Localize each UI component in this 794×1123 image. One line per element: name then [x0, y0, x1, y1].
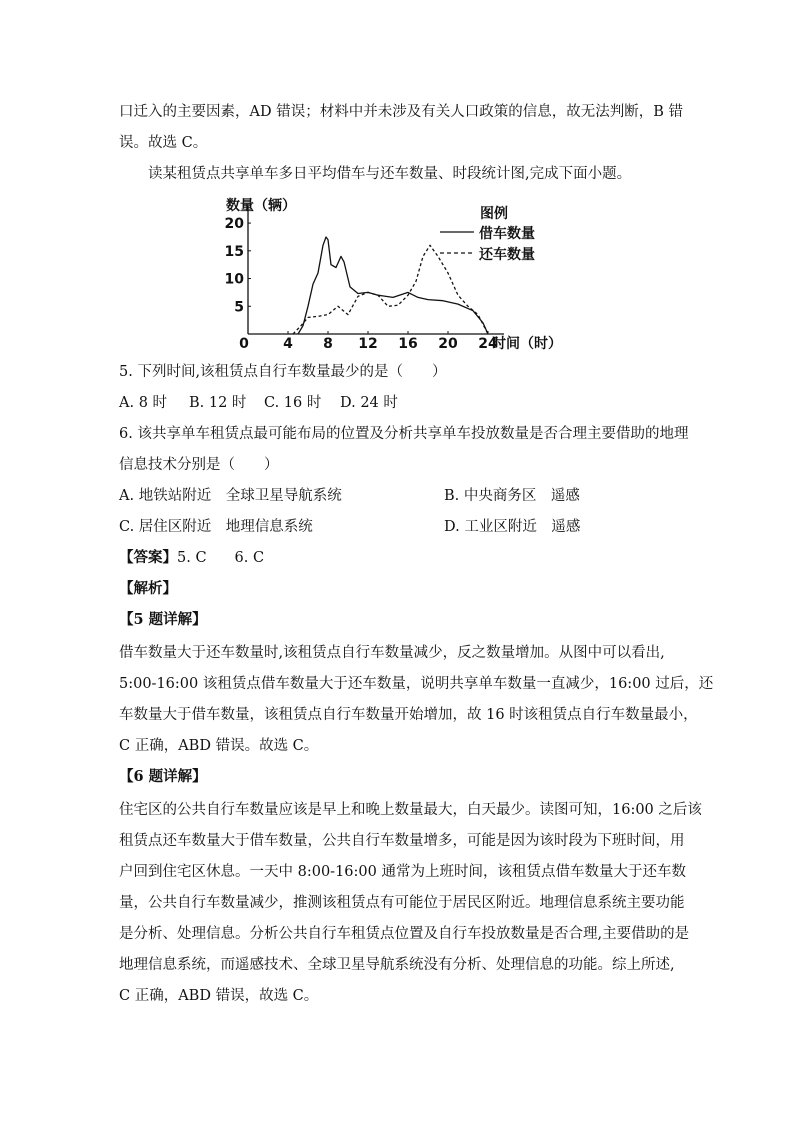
detail-5-line: 5:00-16:00 该租赁点借车数量大于还车数量，说明共享单车数量一直减少，16:00 过后，还 — [119, 676, 714, 692]
q6-option-a: A. 地铁站附近 全球卫星导航系统 — [119, 488, 342, 504]
detail-6-line: 住宅区的公共自行车数量应该是早上和晚上数量最大，白天最少。读图可知，16:00 之后该 — [119, 802, 702, 818]
material-intro: 读某租赁点共享单车多日平均借车与还车数量、时段统计图,完成下面小题。 — [148, 166, 632, 182]
detail-6-line: 量，公共自行车数量减少，推测该租赁点有可能位于居民区附近。地理信息系统主要功能 — [119, 895, 685, 911]
detail-6-line: 地理信息系统，而遥感技术、全球卫星导航系统没有分析、处理信息的功能。综上所述, — [119, 957, 675, 973]
detail-5-title: 【5 题详解】 — [119, 611, 207, 628]
q5-stem: 5. 下列时间,该租赁点自行车数量最少的是（ ） — [119, 364, 447, 380]
detail-6-line: C 正确，ABD 错误，故选 C。 — [119, 988, 319, 1004]
legend-title: 图例 — [480, 206, 508, 222]
x-tick-label: 24 — [478, 336, 498, 352]
x-tick-label: 20 — [438, 336, 458, 352]
y-tick-label: 15 — [224, 243, 244, 260]
q6-option-b: B. 中央商务区 遥感 — [444, 488, 580, 504]
detail-5-line: 借车数量大于还车数量时,该租赁点自行车数量减少，反之数量增加。从图中可以看出, — [119, 645, 665, 661]
plot-area — [225, 206, 504, 352]
q5-option-c: C. 16 时 — [264, 395, 322, 411]
answer-6: 6. C — [234, 550, 265, 566]
detail-6-title: 【6 题详解】 — [119, 768, 207, 785]
answer-5: 5. C — [177, 550, 207, 566]
detail-5-line: C 正确，ABD 错误。故选 C。 — [119, 738, 319, 754]
answer-line — [119, 548, 264, 568]
analysis-label: 【解析】 — [119, 580, 177, 597]
bike-rental-line-chart — [218, 192, 578, 354]
q6-stem-1: 6. 该共享单车租赁点最可能布局的位置及分析共享单车投放数量是否合理主要借助的地理 — [119, 426, 689, 442]
legend-return-label: 还车数量 — [479, 247, 535, 263]
q6-option-d: D. 工业区附近 遥感 — [444, 519, 581, 535]
text-line: 口迁入的主要因素，AD 错误；材料中并未涉及有关人口政策的信息，故无法判断，B 错 — [119, 104, 683, 120]
y-tick-label: 20 — [224, 216, 244, 233]
x-tick-label: 8 — [323, 336, 333, 352]
x-tick-label: 12 — [358, 336, 378, 352]
q5-option-d: D. 24 时 — [340, 395, 398, 411]
y-axis-label: 数量（辆） — [226, 198, 296, 214]
return-series-line — [293, 245, 488, 334]
q6-stem-2: 信息技术分别是（ ） — [119, 457, 279, 473]
detail-6-line: 租赁点还车数量大于借车数量，公共自行车数量增多，可能是因为该时段为下班时间，用 — [119, 833, 685, 849]
answer-label: 【答案】 — [119, 549, 177, 566]
detail-6-line: 是分析、处理信息。分析公共自行车租赁点位置及自行车投放数量是否合理,主要借助的是 — [119, 926, 690, 942]
x-tick-label: 4 — [283, 336, 293, 352]
q5-option-b: B. 12 时 — [189, 395, 247, 411]
x-tick-label: 0 — [239, 336, 249, 352]
text-line: 误。故选 C。 — [119, 135, 208, 151]
detail-6-line: 户回到住宅区休息。一天中 8:00-16:00 通常为上班时间，该租赁点借车数量大于还车数 — [119, 864, 686, 880]
x-axis-label: 时间（时） — [492, 336, 562, 352]
y-tick-label: 5 — [234, 299, 244, 316]
detail-5-line: 车数量大于借车数量，该租赁点自行车数量开始增加，故 16 时该租赁点自行车数量最小， — [119, 707, 698, 723]
borrow-series-line — [298, 237, 488, 334]
x-tick-label: 16 — [398, 336, 418, 352]
y-tick-label: 10 — [224, 271, 244, 288]
q5-option-a: A. 8 时 — [119, 395, 168, 411]
q6-option-c: C. 居住区附近 地理信息系统 — [119, 519, 313, 535]
legend-borrow-label: 借车数量 — [479, 226, 535, 242]
